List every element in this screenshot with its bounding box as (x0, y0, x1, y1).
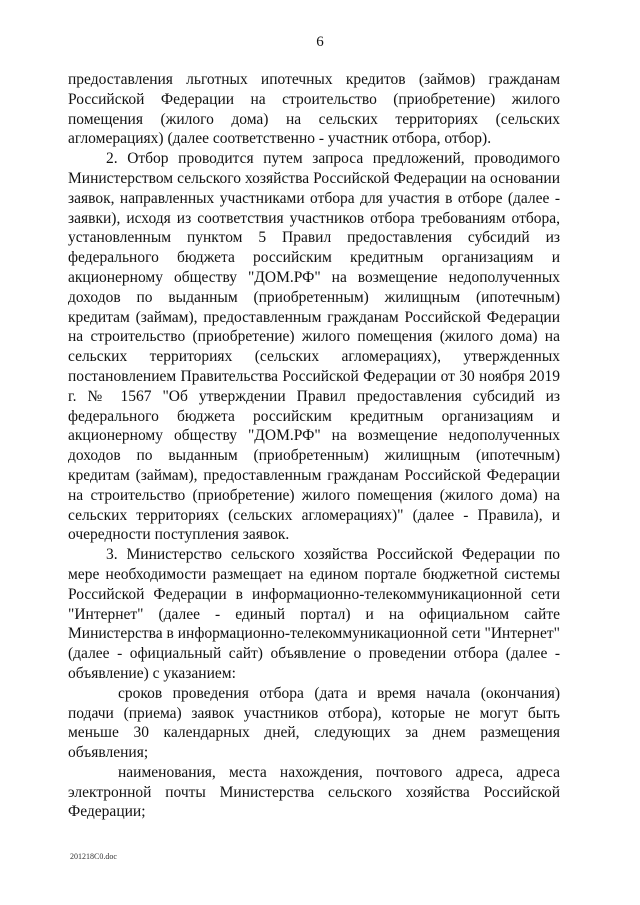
footer-file-name: 201218C0.doc (70, 852, 117, 861)
paragraph-deadlines: сроков проведения отбора (дата и время начала (окончания) подачи (приема) заявок участников отбора), которые не могут быть меньше 30 календарных дней, следующих за днем размещения объявления; (68, 684, 560, 762)
paragraph-item-3: 3. Министерство сельского хозяйства Российской Федерации по мере необходимости размещает на едином портале бюджетной системы Российской Федерации в информационно-телекоммуникационной сети "Интернет" (далее - единый портал) и на официальном сайте Министерства в информационно-телекоммуникационной сети "Интернет" (далее - официальный сайт) объявление о проведении отбора (далее - объявление) с указанием: (68, 546, 560, 682)
page-number: 6 (316, 34, 324, 50)
document-body (68, 70, 560, 822)
paragraph-continuation: предоставления льготных ипотечных кредитов (займов) гражданам Российской Федерации на строительство (приобретение) жилого помещения (жилого дома) на сельских территориях (сельских агломерациях) (далее соответственно - участник отбора, отбор). (68, 71, 560, 148)
paragraph-ministry-details: наименования, места нахождения, почтового адреса, адреса электронной почты Министерства сельского хозяйства Российской Федерации; (68, 763, 560, 821)
paragraph-item-2: 2. Отбор проводится путем запроса предложений, проводимого Министерством сельского хозяйства Российской Федерации на основании заявок, направленных участниками отбора для участия в отборе (далее - заявки), исходя из соответствия участников отбора требованиям отбора, установленным пунктом 5 Правил предоставления субсидий из федерального бюджета российским кредитным организациям и акционерному обществу "ДОМ.РФ" на возмещение недополученных доходов по выданным (приобретенным) жилищным (ипотечным) кредитам (займам), предоставленным гражданам Российской Федерации на строительство (приобретение) жилого помещения (жилого дома) на сельских территориях (сельских агломерациях), утвержденных постановлением Правительства Российской Федерации от 30 ноября 2019 г. № 1567 "Об утверждении Правил предоставления субсидий из федерального бюджета российским кредитным организациям и акционерному обществу "ДОМ.РФ" на возмещение недополученных доходов по выданным (приобретенным) жилищным (ипотечным) кредитам (займам), предоставленным гражданам Российской Федерации на строительство (приобретение) жилого помещения (жилого дома) на сельских территориях (сельских агломерациях)" (далее - Правила), и очередности поступления заявок. (68, 150, 560, 544)
